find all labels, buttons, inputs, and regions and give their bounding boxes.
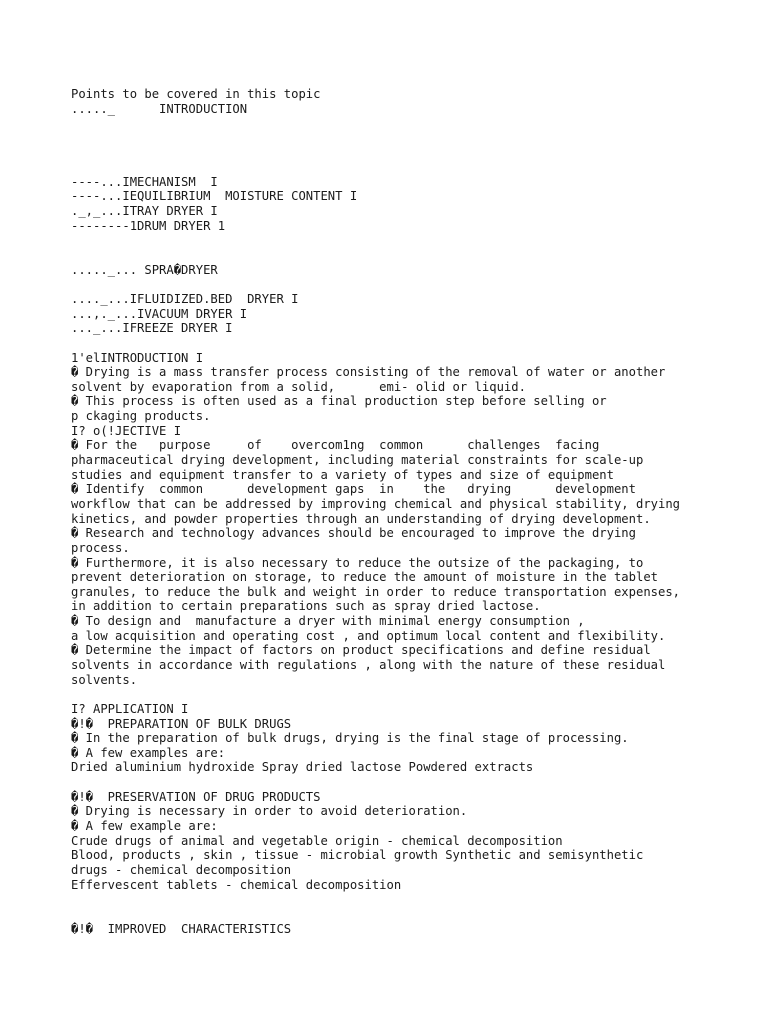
toc-item-tray-dryer: ._,_...ITRAY DRYER I: [71, 204, 218, 219]
toc-item-fluidized-bed: ...._...IFLUIDIZED.BED DRYER I: [71, 291, 299, 306]
text-line: � In the preparation of bulk drugs, drying is the final stage of processing.: [71, 731, 629, 746]
introduction-section: [71, 351, 761, 688]
text-line: Blood, products , skin , tissue - microbial growth Synthetic and semisynthetic: [71, 848, 644, 863]
text-line: in addition to certain preparations such as spray dried lactose.: [71, 599, 541, 614]
subheading-improved-characteristics: �!� IMPROVED CHARACTERISTICS: [71, 921, 292, 936]
text-line: pharmaceutical drying development, including material constraints for scale-up: [71, 453, 644, 468]
text-line: studies and equipment transfer to a variety of types and size of equipment: [71, 467, 614, 482]
toc-item-mechanism: ----...IMECHANISM I: [71, 174, 218, 189]
text-line: Crude drugs of animal and vegetable origin - chemical decomposition: [71, 833, 563, 848]
text-line: drugs - chemical decomposition: [71, 862, 292, 877]
text-line: � Furthermore, it is also necessary to reduce the outsize of the packaging, to: [71, 555, 644, 570]
text-line: � Drying is a mass transfer process consisting of the removal of water or another: [71, 365, 666, 380]
document-title: Points to be covered in this topic: [71, 87, 321, 101]
text-line: � To design and manufacture a dryer with minimal energy consumption ,: [71, 614, 585, 629]
toc-item-introduction: ....._ INTRODUCTION: [71, 101, 248, 116]
text-line: kinetics, and powder properties through an understanding of drying development.: [71, 511, 651, 526]
toc-item-equilibrium: ----...IEQUILIBRIUM MOISTURE CONTENT I: [71, 189, 358, 204]
section-heading-application: I? APPLICATION I: [71, 701, 189, 716]
toc-item-vacuum-dryer: ...,._...IVACUUM DRYER I: [71, 306, 248, 321]
text-line: � This process is often used as a final production step before selling or: [71, 394, 607, 409]
application-section: [71, 702, 761, 775]
text-line: � Drying is necessary in order to avoid deterioration.: [71, 804, 468, 819]
text-line: workflow that can be addressed by improving chemical and physical stability, drying: [71, 496, 681, 511]
text-line: process.: [71, 540, 130, 555]
document-page: [71, 87, 761, 936]
text-line: p ckaging products.: [71, 409, 211, 424]
text-line: a low acquisition and operating cost , and optimum local content and flexibility.: [71, 628, 666, 643]
text-line: prevent deterioration on storage, to reduce the amount of moisture in the tablet: [71, 570, 658, 585]
text-line: � For the purpose of overcom1ng common challenges facing: [71, 438, 600, 453]
text-line: solvents in accordance with regulations , along with the nature of these residual: [71, 657, 666, 672]
toc-item-drum-dryer: --------1DRUM DRYER 1: [71, 218, 226, 233]
text-line: � A few example are:: [71, 819, 218, 834]
text-line: � Research and technology advances should be encouraged to improve the drying: [71, 526, 636, 541]
subheading-preservation: �!� PRESERVATION OF DRUG PRODUCTS: [71, 789, 321, 804]
toc-item-freeze-dryer: ..._...IFREEZE DRYER I: [71, 321, 233, 336]
text-line: � Identify common development gaps in the drying development: [71, 482, 636, 497]
text-line: solvents.: [71, 672, 138, 687]
subheading-bulk-drugs: �!� PREPARATION OF BULK DRUGS: [71, 716, 292, 731]
text-line: � Determine the impact of factors on product specifications and define residual: [71, 643, 651, 658]
section-heading-introduction: 1'elINTRODUCTION I: [71, 350, 204, 365]
section-heading-objective: I? o(!JECTIVE I: [71, 423, 182, 438]
text-line: Dried aluminium hydroxide Spray dried lactose Powdered extracts: [71, 760, 534, 775]
toc-item-spray-dryer: ....._... SPRA�DRYER: [71, 262, 218, 277]
text-line: granules, to reduce the bulk and weight in order to reduce transportation expenses,: [71, 584, 681, 599]
preservation-section: [71, 790, 761, 892]
text-line: Effervescent tablets - chemical decomposition: [71, 877, 402, 892]
text-line: � A few examples are:: [71, 745, 226, 760]
text-line: solvent by evaporation from a solid, emi- olid or liquid.: [71, 379, 526, 394]
